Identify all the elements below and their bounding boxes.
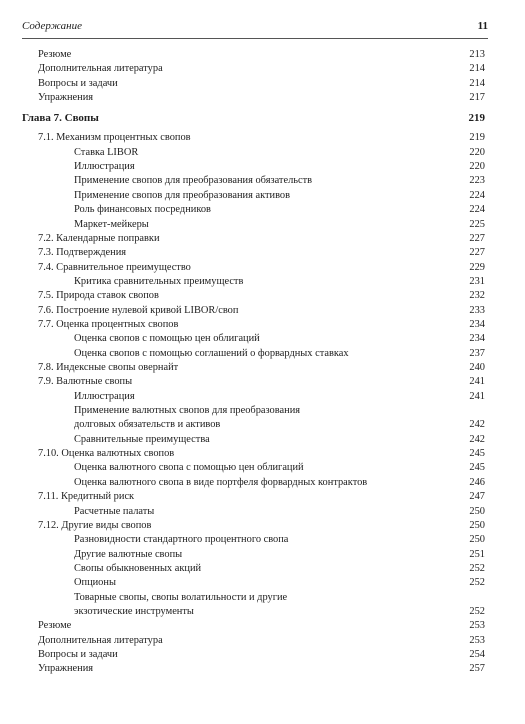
toc-entry <box>0 160 525 174</box>
toc-entry-title: Товарные свопы, свопы волатильности и другие <box>74 591 288 603</box>
toc-entry <box>0 533 525 547</box>
toc-entry <box>0 77 525 91</box>
toc-entry <box>0 289 525 303</box>
toc-entry-title: 7.3. Подтверждения <box>38 247 127 259</box>
toc-entry-title: Сравнительные преимущества <box>74 433 210 445</box>
toc-entry-title: Оценка валютного свопа в виде портфеля форвардных контрактов <box>74 476 368 488</box>
toc-entry-page: 227 <box>469 247 485 259</box>
toc-entry-page: 250 <box>469 505 485 517</box>
toc-entry <box>0 576 525 590</box>
toc-entry-page: 253 <box>469 634 485 646</box>
toc-entry-title: Другие валютные свопы <box>74 548 183 560</box>
toc-entry-page: 252 <box>469 605 485 617</box>
toc-entry-title: Роль финансовых посредников <box>74 204 211 216</box>
toc-entry-page: 213 <box>469 49 485 60</box>
toc-entry-title: 7.7. Оценка процентных свопов <box>38 318 179 330</box>
toc-entry <box>0 562 525 576</box>
toc-entry <box>0 62 525 76</box>
toc-entry <box>0 605 525 619</box>
toc-entry-page: 220 <box>469 146 485 158</box>
toc-entry <box>0 146 525 160</box>
toc-entry-page: 233 <box>469 304 485 316</box>
toc-chapter <box>0 111 525 125</box>
toc-entry <box>0 519 525 533</box>
toc-entry <box>0 433 525 447</box>
toc-entry-page: 217 <box>469 92 485 104</box>
toc-entry <box>0 275 525 289</box>
toc-entry-title: 7.4. Сравнительное преимущество <box>38 261 191 273</box>
toc-entry-title: 7.12. Другие виды свопов <box>38 519 152 531</box>
toc-entry-page: 232 <box>469 290 485 302</box>
toc-entry-title: 7.1. Механизм процентных свопов <box>38 132 191 144</box>
toc-entry-title: Вопросы и задачи <box>38 77 118 89</box>
toc-entry-page: 250 <box>469 534 485 546</box>
toc-entry-page: 241 <box>469 390 485 402</box>
toc-entry <box>0 548 525 562</box>
toc-entry-page: 219 <box>468 112 485 125</box>
toc-entry-page: 227 <box>469 232 485 244</box>
toc-entry-title: Дополнительная литература <box>38 634 163 646</box>
toc-entry-title: 7.9. Валютные свопы <box>38 376 133 388</box>
toc-entry <box>0 232 525 246</box>
toc-entry <box>0 461 525 475</box>
toc-entry <box>0 131 525 145</box>
toc-entry-title: Дополнительная литература <box>38 63 163 75</box>
toc-entry-page: 250 <box>469 519 485 531</box>
toc-entry-title: Иллюстрация <box>74 390 135 402</box>
toc-entry-page: 245 <box>469 462 485 474</box>
toc-entry-page: 231 <box>469 275 485 287</box>
toc-entry-page: 252 <box>469 577 485 589</box>
toc-entry-page: 247 <box>469 491 485 503</box>
toc-entry-page: 245 <box>469 448 485 460</box>
running-header-title: Содержание <box>22 20 83 32</box>
toc-entry-title: Применение свопов для преобразования активов <box>74 189 291 201</box>
toc-entry <box>0 246 525 260</box>
toc-entry-page: 242 <box>469 433 485 445</box>
toc-entry-title: 7.2. Календарные поправки <box>38 232 160 244</box>
toc-entry <box>0 634 525 648</box>
toc-entry <box>0 218 525 232</box>
toc-entry-page: 214 <box>469 63 485 75</box>
toc-entry <box>0 591 525 605</box>
toc-entry-title: 7.8. Индексные свопы овернайт <box>38 362 179 373</box>
toc-entry-title: Резюме <box>38 620 72 632</box>
toc-entry-page: 242 <box>469 419 485 431</box>
toc-entry <box>0 174 525 188</box>
toc-entry <box>0 261 525 275</box>
toc-entry-page: 241 <box>469 376 485 388</box>
toc-entry-title: Иллюстрация <box>74 161 135 173</box>
toc-entry <box>0 189 525 203</box>
toc-entry-page: 257 <box>469 663 485 675</box>
toc-entry <box>0 505 525 519</box>
toc-entry-title: 7.6. Построение нулевой кривой LIBOR/своп <box>38 304 239 316</box>
toc-entry <box>0 648 525 662</box>
toc-entry <box>0 203 525 217</box>
toc-entry-title: долговых обязательств и активов <box>74 419 221 431</box>
toc-entry-page: 234 <box>469 333 485 345</box>
toc-entry <box>0 619 525 633</box>
toc-entry <box>0 375 525 389</box>
toc-entry-title: 7.10. Оценка валютных свопов <box>38 448 175 460</box>
toc-entry-title: Опционы <box>74 577 116 589</box>
toc-entry-page: 246 <box>469 476 485 488</box>
toc-entry-page: 220 <box>469 161 485 173</box>
toc-entry-page: 225 <box>469 218 485 230</box>
toc-entry-page: 224 <box>469 204 485 216</box>
toc-entry <box>0 48 525 62</box>
toc-entry <box>0 476 525 490</box>
toc-entry-page: 252 <box>469 562 485 574</box>
toc-entry-title: Ставка LIBOR <box>74 146 139 158</box>
toc-entry-page: 234 <box>469 318 485 330</box>
running-header-page-number: 11 <box>477 20 488 32</box>
toc-entry-title: Применение свопов для преобразования обязательств <box>74 175 313 187</box>
toc-entry <box>0 347 525 361</box>
toc-entry <box>0 490 525 504</box>
toc-entry-title: Применение валютных свопов для преобразования <box>74 405 301 417</box>
toc-entry-page: 219 <box>469 132 485 144</box>
toc-entry <box>0 361 525 375</box>
toc-entry-page: 237 <box>469 347 485 359</box>
toc-entry-title: Оценка свопов с помощью соглашений о форвардных ставках <box>74 347 349 359</box>
toc-entry <box>0 447 525 461</box>
toc-entry-title: Оценка свопов с помощью цен облигаций <box>74 333 260 345</box>
toc-entry-title: Маркет-мейкеры <box>74 218 149 230</box>
toc-entry-title: Упражнения <box>38 92 94 104</box>
toc-entry <box>0 390 525 404</box>
toc-entry-title: Разновидности стандартного процентного свопа <box>74 534 289 546</box>
toc-entry-title: Упражнения <box>38 663 94 675</box>
toc-entry <box>0 91 525 105</box>
toc-entry-title: Глава 7. Свопы <box>22 112 99 125</box>
toc-entry-title: 7.5. Природа ставок свопов <box>38 290 159 302</box>
toc-entry <box>0 318 525 332</box>
toc-entry-page: 229 <box>469 261 485 273</box>
toc-entry-page: 224 <box>469 189 485 201</box>
toc-entry-page: 251 <box>469 548 485 560</box>
toc-entry <box>0 304 525 318</box>
toc-entry <box>0 662 525 676</box>
toc-entry-title: экзотические инструменты <box>74 605 194 617</box>
toc-entry <box>0 404 525 418</box>
toc-entry-page: 253 <box>469 620 485 632</box>
toc-entry-page: 254 <box>469 649 485 660</box>
toc-entry-title: 7.11. Кредитный риск <box>38 491 135 503</box>
toc-entry-title: Свопы обыкновенных акций <box>74 562 202 574</box>
toc-entry-title: Оценка валютного свопа с помощью цен облигаций <box>74 462 304 474</box>
toc-entry-title: Расчетные палаты <box>74 505 155 517</box>
toc-entry-page: 214 <box>469 77 485 89</box>
toc-entry-page: 240 <box>469 362 485 373</box>
toc-entry-title: Критика сравнительных преимуществ <box>74 275 244 287</box>
toc-entry-title: Резюме <box>38 49 72 60</box>
toc-entry-page: 223 <box>469 175 485 187</box>
toc-entry-title: Вопросы и задачи <box>38 649 118 660</box>
toc-entry <box>0 332 525 346</box>
toc-entry <box>0 418 525 432</box>
